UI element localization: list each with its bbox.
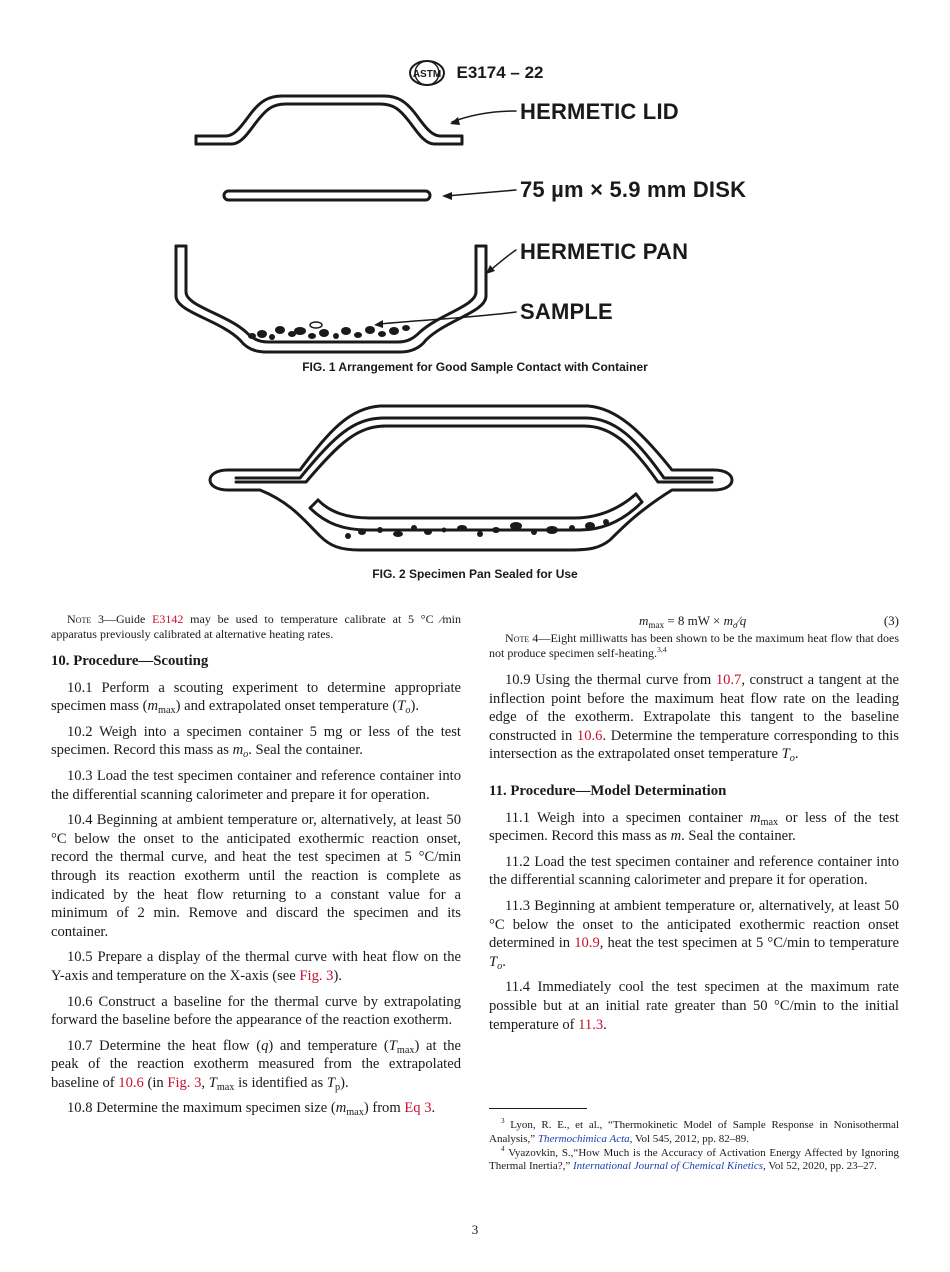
para-10-5: 10.5 Prepare a display of the thermal curve with heat flow on the Y-axis and temperature on the X-axis (see Fig. 3). <box>51 949 461 984</box>
figure-2-caption: FIG. 2 Specimen Pan Sealed for Use <box>372 567 578 581</box>
para-10-3: 10.3 Load the test specimen container and reference container into the differential scanning calorimeter and prepare it for operation. <box>51 767 461 803</box>
footnote-4: $^4$ Vyazovkin, S.,“How Much is the Accuracy of Activation Energy Affected by Ignoring Thermal Inertia?,” International Journal of Chemical Kinetics, Vol 52, 2020, pp. 23–27. <box>489 1144 899 1173</box>
equation-number: (3) <box>883 613 899 628</box>
hermetic-lid-shape <box>196 96 462 136</box>
link-10-6[interactable]: 10.6 <box>118 1074 144 1091</box>
left-column <box>51 612 461 1125</box>
note-3: Note 3—Guide E3142 may be used to temperature calibrate at 5 °C ⁄min apparatus previously calibrated at alternative heating rates. <box>51 612 462 641</box>
section-10-heading: 10. Procedure—Scouting <box>51 653 209 669</box>
standard-designation: E3174 – 22 <box>456 63 544 82</box>
equation-3: $m_{max} = 8$ mW × $m_o⁄q$ (3) <box>639 613 899 630</box>
para-11-4: 11.4 Immediately cool the test specimen at the maximum rate possible but at an initial rate greater than 50 °C/min to the initial temperature of 11.3. <box>489 979 899 1033</box>
link-10-9[interactable]: 10.9 <box>574 935 600 952</box>
link-10-7[interactable]: 10.7 <box>715 672 742 688</box>
hermetic-pan-shape <box>176 246 486 352</box>
figure-1-caption: FIG. 1 Arrangement for Good Sample Contact with Container <box>302 360 648 374</box>
page-number: 3 <box>471 1222 479 1237</box>
label-disk: 75 µm × 5.9 mm DISK <box>520 177 747 202</box>
journal-link-thermochimica[interactable]: Thermochimica Acta <box>537 1132 630 1145</box>
link-fig-3[interactable]: Fig. 3 <box>167 1074 202 1091</box>
para-11-3: 11.3 Beginning at ambient temperature or, alternatively, at least 50 °C below the onset to the anticipated exothermic reaction onset determined in 10.9, heat the test specimen at 5 °C/min to temperature $T_o$. <box>489 897 899 972</box>
para-10-9: 10.9 Using the thermal curve from 10.7, construct a tangent at the inflection point before the maximum heat flow rate on the leading edge of the exotherm. Extrapolate this tangent to the baseline constructed in 10.6. Determine the temperature corresponding to this intersection as the extrapolated onset temperature $T_o$. <box>489 672 899 765</box>
right-column <box>489 612 899 1041</box>
disk-shape <box>224 191 430 200</box>
figure-2-diagram <box>0 390 950 560</box>
para-10-6: 10.6 Construct a baseline for the thermal curve by extrapolating forward the baseline before the appearance of the reaction exotherm. <box>51 993 461 1029</box>
section-11-heading: 11. Procedure—Model Determination <box>489 782 727 799</box>
label-sample: SAMPLE <box>520 299 613 324</box>
para-11-1: 11.1 Weigh into a specimen container $m_{max}$ or less of the test specimen. Record this mass as m. Seal the container. <box>489 809 899 845</box>
para-10-2: 10.2 Weigh into a specimen container 5 mg or less of the test specimen. Record this mass as $m_o$. Seal the container. <box>51 723 461 761</box>
journal-link-ijck[interactable]: International Journal of Chemical Kinetics <box>572 1160 764 1173</box>
para-10-1: 10.1 Perform a scouting experiment to determine appropriate specimen mass $(m_{max})$ and extrapolated onset temperature $(T_o)$. <box>51 679 461 717</box>
link-eq-3[interactable]: Eq 3 <box>404 1100 432 1117</box>
para-10-8: 10.8 Determine the maximum specimen size $(m_{max})$ from Eq 3. <box>67 1100 436 1119</box>
link-e3142[interactable]: E3142 <box>152 612 184 626</box>
figure-1-diagram <box>0 0 950 380</box>
footnote-3: $^3$ Lyon, R. E., et al., “Thermokinetic Model of Sample Response in Nonisothermal Analysis,” Thermochimica Acta, Vol 545, 2012, pp. 82–89. <box>489 1117 899 1145</box>
para-10-4: 10.4 Beginning at ambient temperature or, alternatively, at least 50 °C below the onset to the anticipated exothermic reaction onset, record the thermal curve, and heat the test specimen at 5 °C/min through its reaction exotherm until the reaction is complete as indicated by the heat flow returning to a constant value for a minimum of 2 min. Remove and discard the specimen and its container. <box>51 812 461 940</box>
footnotes <box>489 1119 899 1174</box>
link-11-3[interactable]: 11.3 <box>578 1016 604 1033</box>
para-11-2: 11.2 Load the test specimen container and reference container into the differential scanning calorimeter and prepare it for operation. <box>489 853 899 889</box>
link-10-6[interactable]: 10.6 <box>576 727 603 744</box>
label-hermetic-lid: HERMETIC LID <box>520 99 679 124</box>
svg-text:ASTM: ASTM <box>412 69 441 80</box>
label-hermetic-pan: HERMETIC PAN <box>520 239 689 264</box>
note-4: Note 4—Eight milliwatts has been shown to be the maximum heat flow that does not produce specimen self-heating.$^{3,4}$ <box>489 631 899 660</box>
link-fig-3[interactable]: Fig. 3 <box>299 967 334 984</box>
para-10-7: 10.7 Determine the heat flow (q) and temperature $(T_{max})$ at the peak of the reaction exotherm measured from the extrapolated baseline of 10.6 (in Fig. 3, $T_{max}$ is identified as $T_p$). <box>51 1037 461 1093</box>
footnote-rule <box>489 1108 587 1109</box>
